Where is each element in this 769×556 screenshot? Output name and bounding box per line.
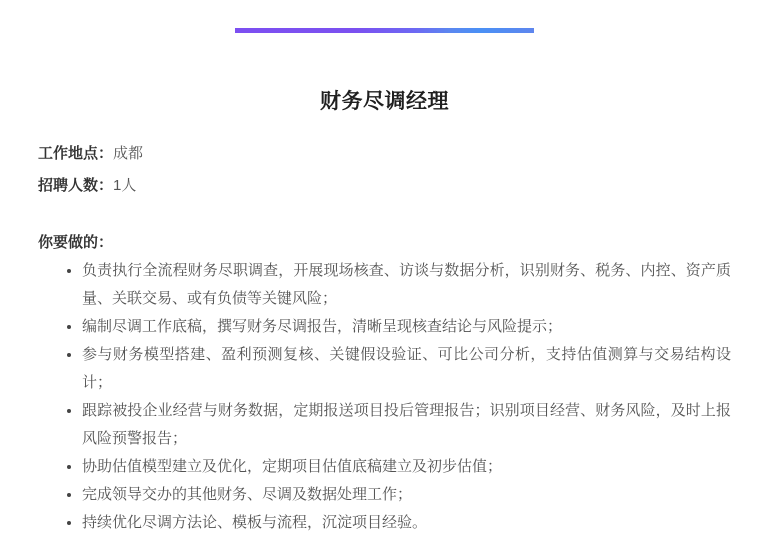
accent-gradient-bar bbox=[235, 28, 534, 33]
info-row-headcount bbox=[38, 170, 731, 202]
job-posting-page bbox=[0, 28, 769, 556]
headcount-label: 招聘人数： bbox=[38, 177, 114, 194]
job-info-block bbox=[38, 138, 731, 202]
responsibility-item: • 持续优化尽调方法论、模板与流程，沉淀项目经验。 bbox=[82, 509, 731, 537]
responsibility-item: • 编制尽调工作底稿，撰写财务尽调报告，清晰呈现核查结论与风险提示； bbox=[82, 313, 731, 341]
responsibility-item: • 完成领导交办的其他财务、尽调及数据处理工作； bbox=[82, 481, 731, 509]
responsibilities-heading: 你要做的： bbox=[38, 234, 114, 251]
responsibility-item: • 负责执行全流程财务尽职调查，开展现场核查、访谈与数据分析，识别财务、税务、内控、资产质量、关联交易、或有负债等关键风险； bbox=[82, 257, 731, 313]
work-location-value: 成都 bbox=[113, 145, 144, 162]
responsibility-item: • 参与财务模型搭建、盈利预测复核、关键假设验证、可比公司分析，支持估值测算与交易结构设计； bbox=[82, 341, 731, 397]
responsibility-item: • 协助估值模型建立及优化，定期项目估值底稿建立及初步估值； bbox=[82, 453, 731, 481]
page-title: 财务尽调经理 bbox=[320, 90, 449, 113]
responsibility-list bbox=[38, 257, 731, 537]
work-location-label: 工作地点： bbox=[38, 145, 114, 162]
info-row-work-location bbox=[38, 138, 731, 170]
headcount-value: 1人 bbox=[113, 177, 137, 194]
responsibility-item: • 跟踪被投企业经营与财务数据，定期报送项目投后管理报告；识别项目经营、财务风险，及时上报风险预警报告； bbox=[82, 397, 731, 453]
